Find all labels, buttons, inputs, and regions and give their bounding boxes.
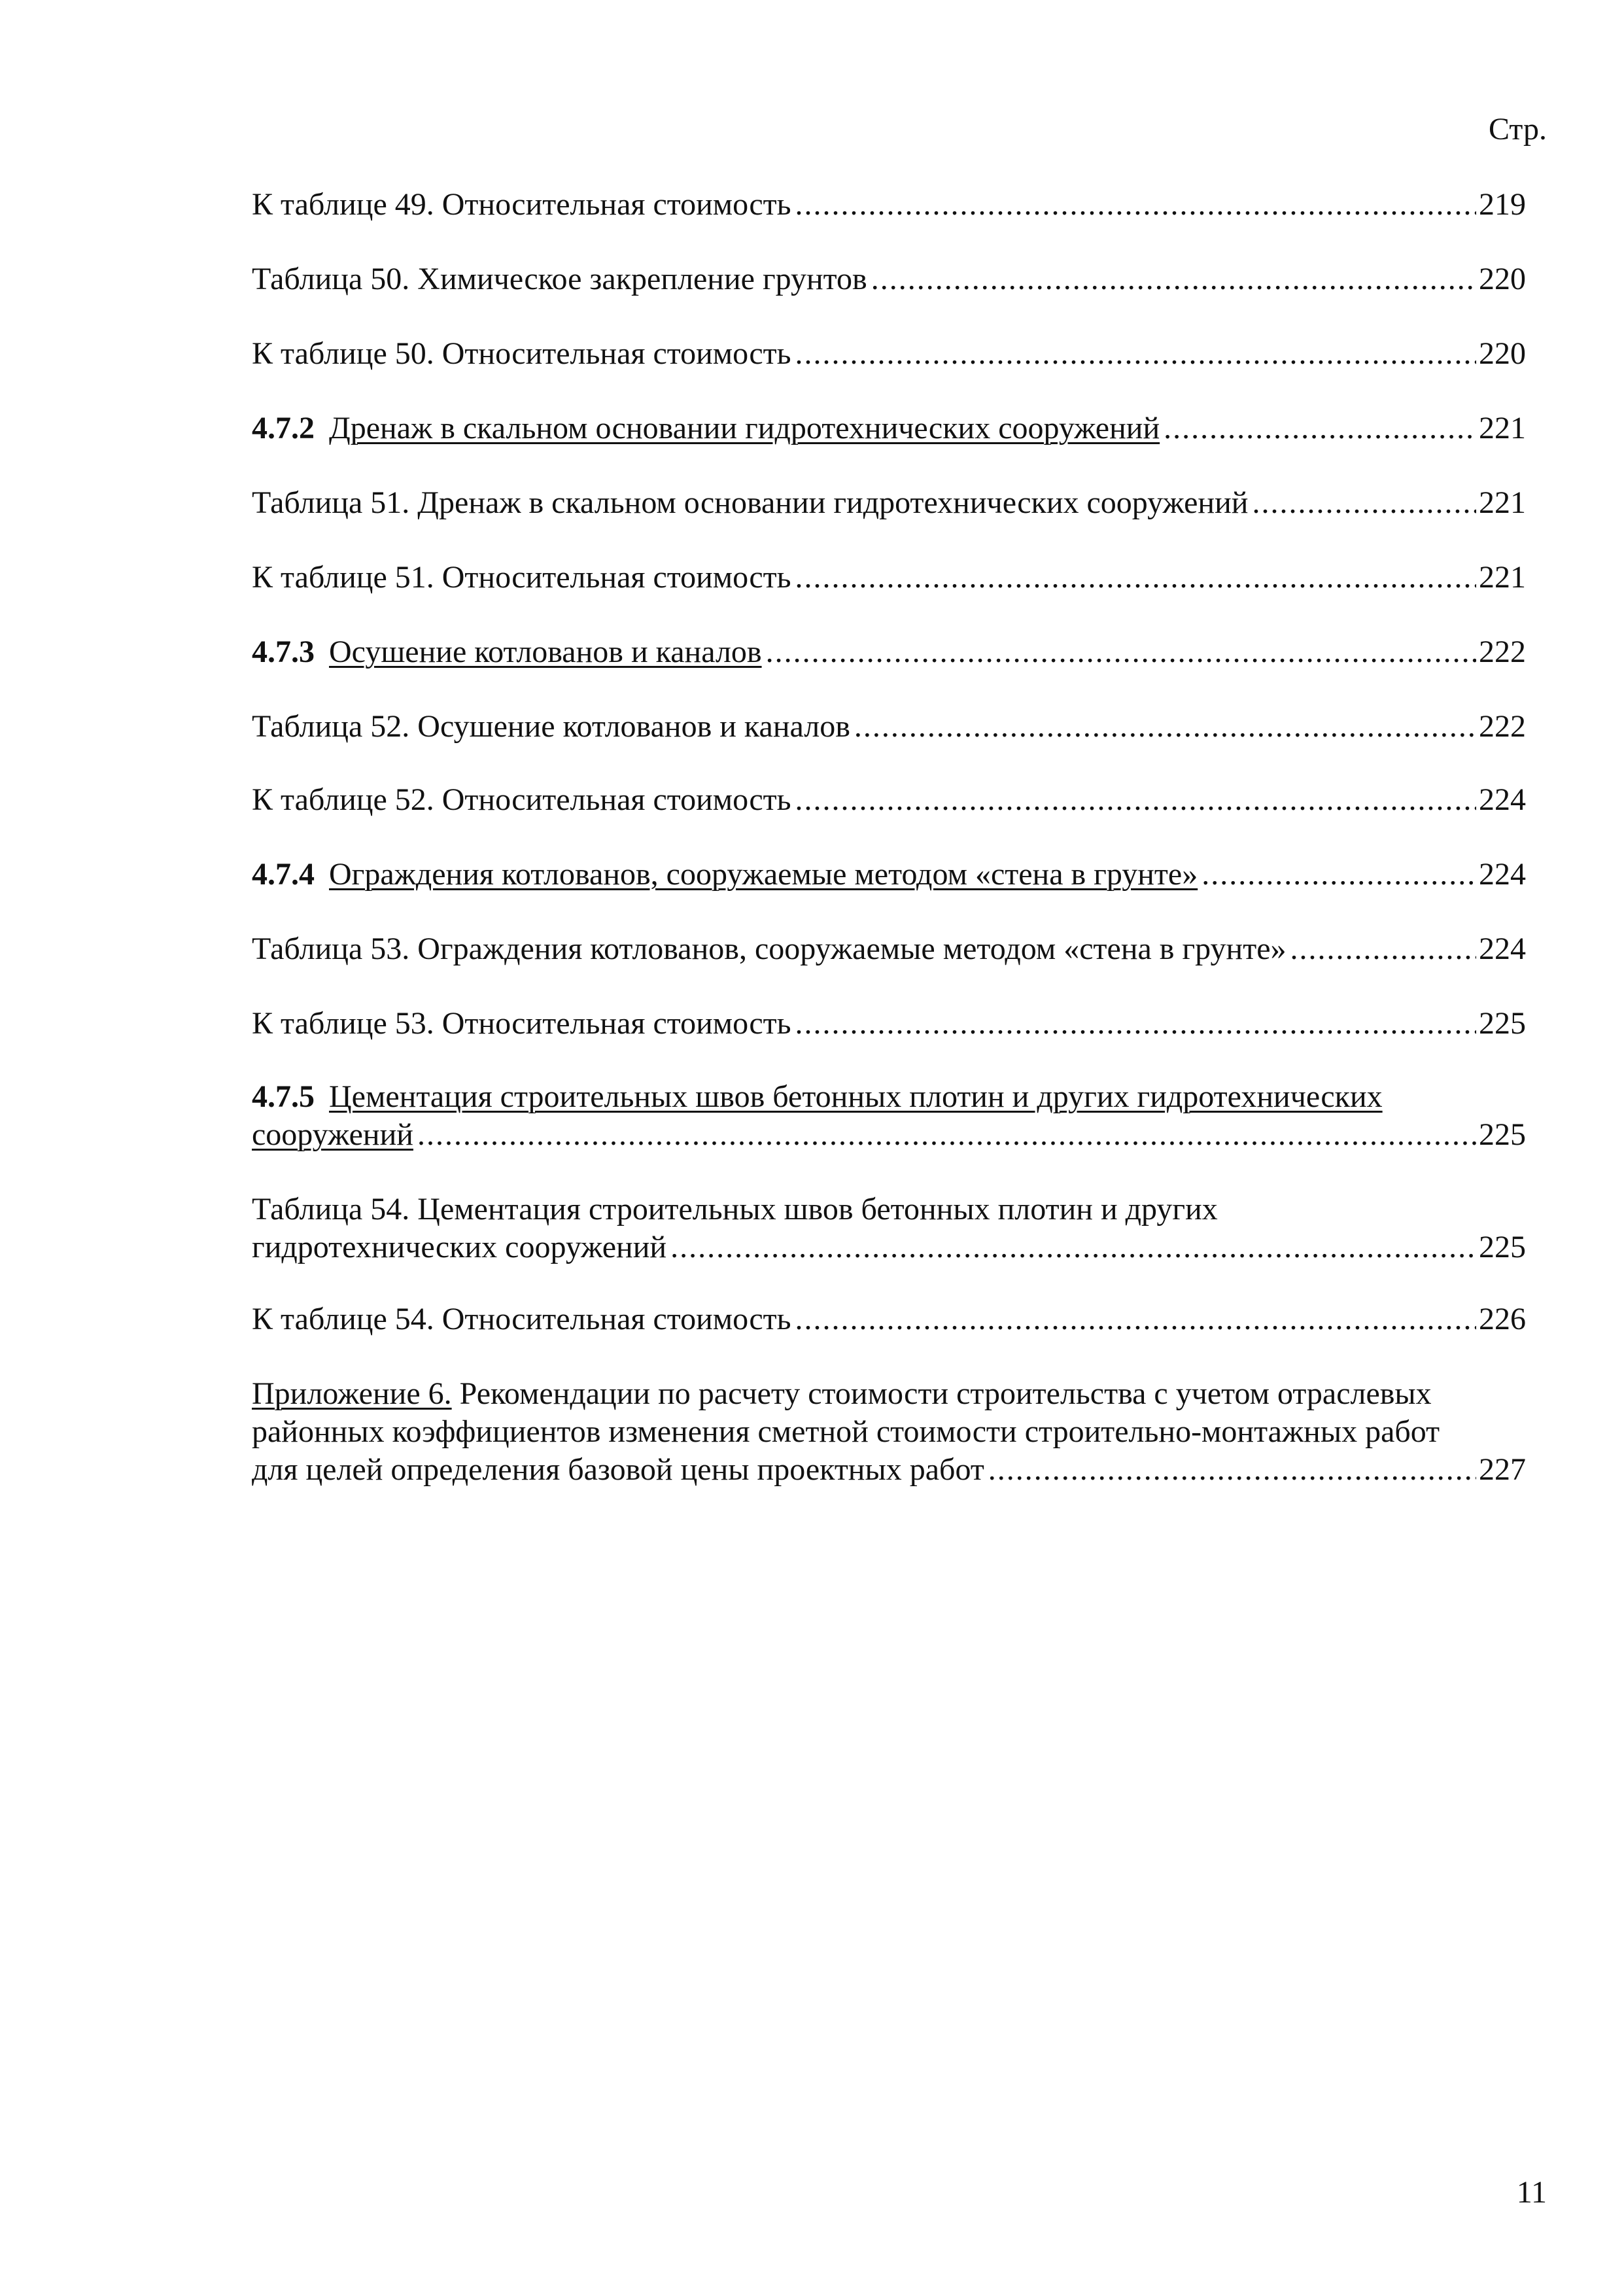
toc-entry-text: Таблица 54. Цементация строительных швов бетонных плотин и других	[252, 1192, 1218, 1226]
toc-page-number: 224	[1479, 857, 1526, 892]
toc-entry-appendix-6[interactable]	[252, 1375, 1526, 1489]
toc-page-number: 226	[1479, 1302, 1526, 1336]
section-number: 4.7.4	[252, 857, 315, 892]
toc-entry-text: К таблице 49. Относительная стоимость	[252, 187, 791, 222]
toc-entry-table54-cost[interactable]	[252, 1300, 1526, 1338]
toc-entry-table50[interactable]	[252, 260, 1526, 298]
toc-entry-table51-cost[interactable]	[252, 559, 1526, 597]
section-title-link[interactable]: Осушение котлованов и каналов	[329, 635, 762, 669]
toc-page-number: 222	[1479, 709, 1526, 744]
toc-entry-table53[interactable]	[252, 930, 1526, 968]
appendix-text-continued: районных коэффициентов изменения сметной стоимости строительно-монтажных работ	[252, 1414, 1440, 1449]
toc-page-number: 225	[1479, 1117, 1526, 1152]
appendix-label-link[interactable]: Приложение 6.	[252, 1376, 452, 1411]
toc-dot-leader	[795, 186, 1476, 224]
toc-entry-table53-cost[interactable]	[252, 1005, 1526, 1043]
toc-page-number: 220	[1479, 262, 1526, 296]
toc-dot-leader	[1201, 856, 1476, 894]
toc-entry-text: К таблице 53. Относительная стоимость	[252, 1006, 791, 1041]
toc-entry-text: Таблица 52. Осушение котлованов и каналов	[252, 709, 850, 744]
toc-entry-table52[interactable]	[252, 708, 1526, 746]
toc-dot-leader	[1252, 484, 1476, 522]
toc-section-4-7-5[interactable]	[252, 1078, 1526, 1154]
toc-page-number: 224	[1479, 931, 1526, 966]
section-title-link-continued[interactable]: сооружений	[252, 1117, 413, 1152]
toc-dot-leader	[417, 1116, 1476, 1154]
toc-entry-table54[interactable]	[252, 1191, 1526, 1266]
appendix-text-end: для целей определения базовой цены проектных работ	[252, 1452, 984, 1487]
toc-section-4-7-3[interactable]	[252, 633, 1526, 671]
toc-page-number: 220	[1479, 336, 1526, 371]
toc-section-4-7-4[interactable]	[252, 856, 1526, 894]
toc-dot-leader	[670, 1228, 1476, 1266]
section-number: 4.7.5	[252, 1079, 315, 1114]
toc-entry-text-continued: гидротехнических сооружений	[252, 1230, 667, 1264]
toc-dot-leader	[854, 708, 1476, 746]
section-title-link[interactable]: Цементация строительных швов бетонных плотин и других гидротехнических	[329, 1079, 1383, 1114]
toc-dot-leader	[795, 335, 1476, 373]
toc-page-number: 224	[1479, 782, 1526, 817]
toc-entry-text: Таблица 53. Ограждения котлованов, сооружаемые методом «стена в грунте»	[252, 931, 1287, 966]
appendix-text: Рекомендации по расчету стоимости строительства с учетом отраслевых	[451, 1376, 1432, 1411]
toc-section-4-7-2[interactable]	[252, 409, 1526, 447]
page-header-label: Стр.	[1489, 112, 1547, 147]
toc-dot-leader	[1290, 930, 1477, 968]
toc-entry-text: Таблица 50. Химическое закрепление грунтов	[252, 262, 867, 296]
toc-dot-leader	[795, 1005, 1476, 1043]
section-title-link[interactable]: Ограждения котлованов, сооружаемые методом «стена в грунте»	[329, 857, 1198, 892]
toc-entry-table49-cost[interactable]	[252, 186, 1526, 224]
toc-page-number: 221	[1479, 485, 1526, 520]
toc-page-number: 227	[1479, 1452, 1526, 1487]
toc-page-number: 225	[1479, 1006, 1526, 1041]
toc-entry-table52-cost[interactable]	[252, 781, 1526, 819]
toc-dot-leader	[871, 260, 1476, 298]
toc-dot-leader	[1164, 409, 1476, 447]
toc-entry-text: К таблице 51. Относительная стоимость	[252, 560, 791, 595]
toc-page-number: 222	[1479, 635, 1526, 669]
toc-entry-text: К таблице 52. Относительная стоимость	[252, 782, 791, 817]
toc-dot-leader	[766, 633, 1476, 671]
toc-dot-leader	[795, 1300, 1476, 1338]
toc-page-number: 219	[1479, 187, 1526, 222]
toc-dot-leader	[988, 1451, 1476, 1489]
toc-page-number: 221	[1479, 411, 1526, 445]
toc-entry-table51[interactable]	[252, 484, 1526, 522]
toc-entry-text: К таблице 54. Относительная стоимость	[252, 1302, 791, 1336]
toc-page-number: 221	[1479, 560, 1526, 595]
page-number: 11	[1516, 2175, 1547, 2210]
section-number: 4.7.3	[252, 635, 315, 669]
toc-dot-leader	[795, 559, 1476, 597]
toc-entry-table50-cost[interactable]	[252, 335, 1526, 373]
toc-dot-leader	[795, 781, 1476, 819]
section-title-link[interactable]: Дренаж в скальном основании гидротехнических сооружений	[329, 411, 1160, 445]
section-number: 4.7.2	[252, 411, 315, 445]
toc-page-number: 225	[1479, 1230, 1526, 1264]
toc-entry-text: К таблице 50. Относительная стоимость	[252, 336, 791, 371]
toc-entry-text: Таблица 51. Дренаж в скальном основании гидротехнических сооружений	[252, 485, 1249, 520]
